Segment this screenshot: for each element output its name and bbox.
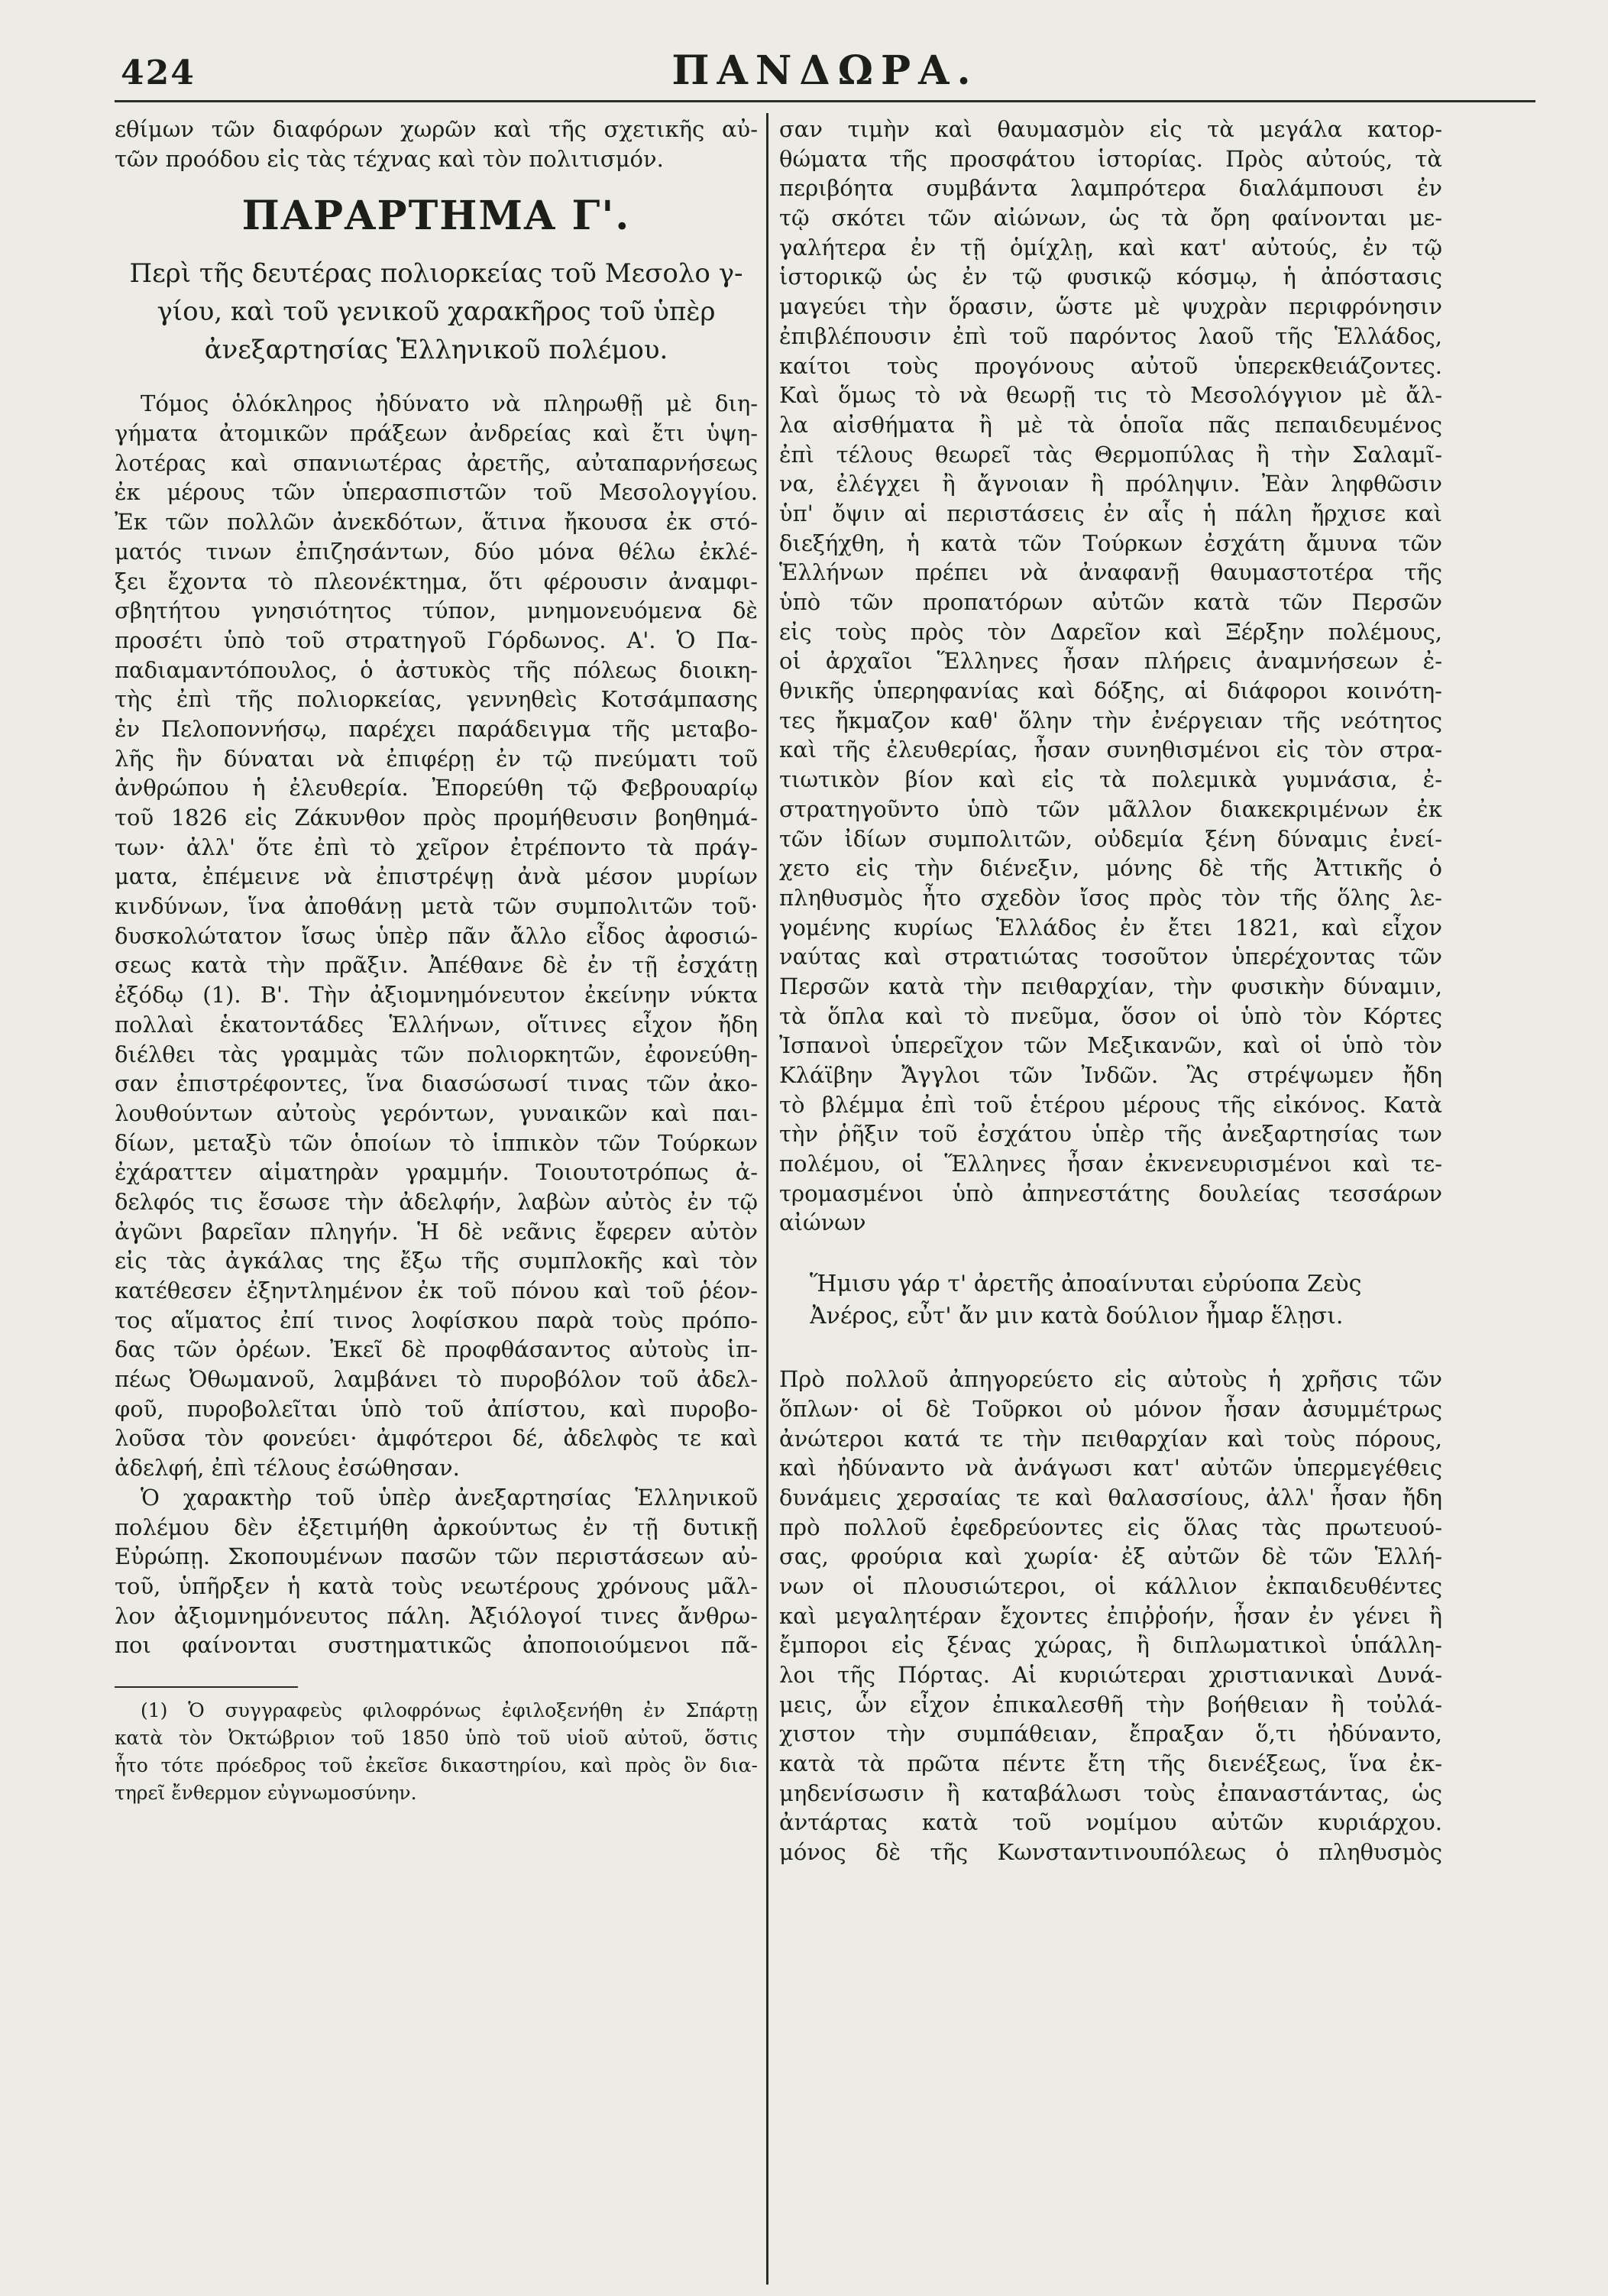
paragraph-line: δας τῶν ὀρέων. Ἐκεῖ δὲ προφθάσαντος αὐτοὺς ἱπ-: [115, 1336, 758, 1363]
paragraph-line: ἔμποροι εἰς ξένας χώρας, ἢ διπλωματικοὶ ὑπάλλη-: [779, 1632, 1442, 1659]
paragraph-line: καὶ ἠδύναντο νὰ ἀνάγωσι κατ' αὐτῶν ὑπερμεγέθεις: [779, 1455, 1442, 1482]
paragraph-line: να, ἐλέγχει ἢ ἄγνοιαν ἢ πρόληψιν. Ἐὰν ληφθῶσιν: [779, 471, 1442, 497]
paragraph-line: ἐξόδῳ (1). Β'. Τὴν ἀξιομνημόνευτον ἐκείνην νύκτα: [115, 982, 758, 1009]
paragraph-line: κατέθεσεν ἐξηντλημένον ἐκ τοῦ πόνου καὶ τοῦ ῥέον-: [115, 1278, 758, 1303]
paragraph-line: τὸ βλέμμα ἐπὶ τοῦ ἑτέρου μέρους τῆς εἰκόνος. Κατὰ: [779, 1091, 1442, 1118]
paragraph-line: ἀνθρώπου ἡ ἐλευθερία. Ἐπορεύθη τῷ Φεβρουαρίῳ: [115, 775, 758, 801]
paragraph-line: εἰς τὰς ἀγκάλας της ἔξω τῆς συμπλοκῆς καὶ τὸν: [115, 1248, 758, 1274]
right-column: [779, 115, 1442, 1867]
paragraph-line: γήματα ἀτομικῶν πράξεων ἀνδρείας καὶ ἔτι ὑψη-: [115, 420, 758, 447]
left-column: [115, 115, 758, 1807]
paragraph-line: θνικῆς ὑπερηφανίας καὶ δόξης, αἱ διάφοροι κοινότη-: [779, 678, 1442, 704]
paragraph-line: νων οἱ πλουσιώτεροι, οἱ κάλλιον ἐκπαιδευθέντες: [779, 1572, 1442, 1599]
page-header: [115, 44, 1535, 102]
paragraph-line: τρομασμένοι ὑπὸ ἀπηνεστάτης δουλείας τεσσάρων: [779, 1180, 1442, 1206]
paragraph-line: ὅπλων· οἱ δὲ Τοῦρκοι οὐ μόνον ἦσαν ἀσυμμέτρως: [779, 1395, 1442, 1422]
paragraph-line: ναύτας καὶ στρατιώτας τοσοῦτον ὑπερέχοντας τῶν: [779, 944, 1442, 970]
paragraph-line: ἀγῶνι βαρεῖαν πληγήν. Ἡ δὲ νεᾶνις ἔφερεν αὐτὸν: [115, 1218, 758, 1245]
journal-title: ΠΑΝΔΩΡΑ.: [671, 47, 979, 94]
paragraph-line: γαλήτερα ἐν τῇ ὁμίχλῃ, καὶ κατ' αὐτούς, ἐν τῷ: [779, 234, 1442, 261]
verse-line: Ἀνέρος, εὖτ' ἄν μιν κατὰ δούλιον ἦμαρ ἕλῃσι.: [810, 1303, 1344, 1330]
paragraph-line: εἰς τοὺς πρὸς τὸν Δαρεῖον καὶ Ξέρξην πολέμους,: [779, 618, 1442, 645]
paragraph-line: λα αἰσθήματα ἢ μὲ τὰ ὁποῖα πᾶς πεπαιδευμένος: [779, 411, 1442, 438]
paragraph-line: μεις, ὧν εἶχον ἐπικαλεσθῆ τὴν βοήθειαν ἢ τοὐλά-: [779, 1691, 1442, 1718]
paragraph-line: πολέμου δὲν ἐξετιμήθη ἀρκούντως ἐν τῇ δυτικῇ: [115, 1514, 758, 1540]
paragraph-line: ματα, ἐπέμεινε νὰ ἐπιστρέψῃ ἀνὰ μέσον μυρίων: [115, 863, 758, 890]
left-paragraph-1: [115, 389, 758, 1482]
paragraph-line: τοῦ 1826 εἰς Ζάκυνθον πρὸς προμήθευσιν βοηθημά-: [115, 805, 758, 831]
paragraph-line: παδιαμαντόπουλος, ὁ ἀστυκὸς τῆς πόλεως διοικη-: [115, 656, 758, 683]
right-paragraph-2: [779, 1365, 1442, 1867]
header-rule: [115, 100, 1535, 102]
paragraph-line: καὶ τῆς ἐλευθερίας, ἦσαν συνηθισμένοι εἰς τὸν στρα-: [779, 737, 1442, 763]
paragraph-line: Πρὸ πολλοῦ ἀπηγορεύετο εἰς αὐτοὺς ἡ χρῆσις τῶν: [779, 1366, 1442, 1393]
paragraph-line: ἐπὶ τέλους θεωρεῖ τὰς Θερμοπύλας ἢ τὴν Σαλαμῖ-: [779, 441, 1442, 468]
column-divider: [766, 113, 768, 2285]
paragraph-line: δυνάμεις χερσαίας τε καὶ θαλασσίους, ἀλλ' ἦσαν ἤδη: [779, 1484, 1442, 1511]
paragraph-line: Εὐρώπῃ. Σκοπουμένων πασῶν τῶν περιστάσεων αὐ-: [115, 1543, 758, 1570]
footnote: [115, 1697, 758, 1807]
left-intro: [115, 115, 758, 173]
paragraph-line: τὰ ὅπλα καὶ τὸ πνεῦμα, ὅσον οἱ ὑπὸ τὸν Κόρτες: [779, 1002, 1442, 1029]
paragraph-line: ματός τινων ἐπιζησάντων, δύο μόνα θέλω ἐκλέ-: [115, 538, 758, 565]
paragraph-line: αἰώνων: [779, 1210, 866, 1236]
paragraph-line: ἐν Πελοποννήσῳ, παρέχει παράδειγμα τῆς μεταβο-: [115, 715, 758, 742]
paragraph-line: τος αἵματος ἐπί τινος λοφίσκου παρὰ τοὺς πρόπο-: [115, 1307, 758, 1333]
paragraph-line: τιωτικὸν βίον καὶ εἰς τὰ πολεμικὰ γυμνάσια, ἐ-: [779, 766, 1442, 793]
paragraph-line: ἀντάρτας κατὰ τοῦ νομίμου αὐτῶν κυριάρχου.: [779, 1809, 1442, 1836]
paragraph-line: δίων, μεταξὺ τῶν ὁποίων τὸ ἱππικὸν τῶν Τούρκων: [115, 1129, 758, 1156]
paragraph-line: λοῦσα τὸν φονεύει· ἀμφότεροι δέ, ἀδελφὸς τε καὶ: [115, 1425, 758, 1452]
paragraph-line: σας, φρούρια καὶ χωρία· ἐξ αὐτῶν δὲ τῶν Ἑλλή-: [779, 1543, 1442, 1570]
appendix-title: ΠΑΡΑΡΤΗΜΑ Γ'.: [241, 193, 631, 240]
paragraph-line: δελφός τις ἔσωσε τὴν ἀδελφήν, λαβὼν αὐτὸς ἐν τῷ: [115, 1188, 758, 1215]
paragraph-line: σαν τιμὴν καὶ θαυμασμὸν εἰς τὰ μεγάλα κατορ-: [779, 116, 1442, 142]
paragraph-line: στρατηγοῦντο ὑπὸ τῶν μᾶλλον διακεκριμένων ἐκ: [779, 795, 1442, 822]
left-paragraph-2: [115, 1483, 758, 1660]
paragraph-line: χετο εἰς τὴν διένεξιν, μόνης δὲ τῆς Ἀττικῆς ὁ: [779, 855, 1442, 882]
page-number: 424: [121, 53, 196, 92]
paragraph-line: λον ἀξιομνημόνευτος πάλη. Ἀξιόλογοί τινες ἄνθρω-: [115, 1602, 758, 1629]
subtitle-line: γίου, καὶ τοῦ γενικοῦ χαρακῆρος τοῦ ὑπὲρ: [157, 296, 716, 328]
paragraph-line: λουθούντων αὐτοὺς γερόντων, γυναικῶν καὶ παι-: [115, 1099, 758, 1126]
paragraph-line: κατὰ τὰ πρῶτα πέντε ἔτη τῆς διενέξεως, ἵνα ἐκ-: [779, 1750, 1442, 1777]
paragraph-line: κινδύνων, ἵνα ἀποθάνῃ μετὰ τῶν συμπολιτῶν τοῦ·: [115, 893, 758, 920]
paragraph-line: δυσκολώτατον ἴσως ὑπὲρ πᾶν ἄλλο εἶδος ἀφοσιώ-: [115, 922, 758, 949]
paragraph-line: προσέτι ὑπὸ τοῦ στρατηγοῦ Γόρδωνος. Α'. Ὁ Πα-: [115, 627, 758, 653]
footnote-rule: [115, 1686, 298, 1688]
paragraph-line: τὴς ἐπὶ τῆς πολιορκείας, γεννηθεὶς Κοτσάμπασης: [115, 686, 758, 713]
paragraph-line: θώματα τῆς προσφάτου ἱστορίας. Πρὸς αὐτούς, τὰ: [779, 145, 1442, 172]
paragraph-line: τὴν ῥῆξιν τοῦ ἐσχάτου ὑπὲρ τῆς ἀνεξαρτησίας των: [779, 1121, 1442, 1148]
paragraph-line: τες ἤκμαζον καθ' ὅλην τὴν ἐνέργειαν τῆς νεότητος: [779, 707, 1442, 733]
paragraph-line: Ὁ χαρακτὴρ τοῦ ὑπὲρ ἀνεξαρτησίας Ἑλληνικοῦ: [141, 1484, 758, 1511]
paragraph-line: λοι τῆς Πόρτας. Αἱ κυριώτεραι χριστιανικαὶ Δυνά-: [779, 1662, 1442, 1688]
right-paragraph-1: [779, 115, 1442, 1238]
paragraph-line: ἀνώτεροι κατά τε τὴν πειθαρχίαν καὶ τοὺς πόρους,: [779, 1425, 1442, 1452]
paragraph-line: ἱστορικῷ ὡς ἐν τῷ φυσικῷ κόσμῳ, ἡ ἀπόστασις: [779, 264, 1442, 290]
paragraph-line: σεως κατὰ τὴν πρᾶξιν. Ἀπέθανε δὲ ἐν τῇ ἐσχάτῃ: [115, 952, 758, 979]
paragraph-line: τοῦ, ὑπῆρξεν ἡ κατὰ τοὺς νεωτέρους χρόνους μᾶλ-: [115, 1572, 758, 1599]
paragraph-line: φοῦ, πυροβολεῖται ὑπὸ τοῦ ἀπίστου, καὶ πυροβο-: [115, 1395, 758, 1422]
footnote-line: κατὰ τὸν Ὀκτώβριον τοῦ 1850 ὑπὸ τοῦ υἱοῦ αὐτοῦ, ὅστις: [115, 1726, 758, 1749]
paragraph-line: ὑπὸ τῶν προπατόρων αὐτῶν κατὰ τῶν Περσῶν: [779, 589, 1442, 615]
paragraph-line: πρὸ πολλοῦ ἐφεδρεύοντες εἰς ὅλας τὰς πρωτευού-: [779, 1514, 1442, 1540]
paragraph-line: ἀδελφή, ἐπὶ τέλους ἐσώθησαν.: [115, 1455, 460, 1482]
subtitle-line: Περὶ τῆς δευτέρας πολιορκείας τοῦ Μεσολο γ-: [129, 258, 743, 290]
footnote-line: ἦτο τότε πρόεδρος τοῦ ἐκεῖσε δικαστηρίου, καὶ πρὸς ὃν δια-: [115, 1754, 758, 1776]
paragraph-line: πολλαὶ ἑκατοντάδες Ἑλλήνων, οἵτινες εἶχον ἤδη: [115, 1011, 758, 1038]
subtitle-line: ἀνεξαρτησίας Ἑλληνικοῦ πολέμου.: [204, 335, 668, 366]
paragraph-line: Τόμος ὁλόκληρος ἠδύνατο νὰ πληρωθῇ μὲ διη-: [141, 390, 758, 417]
paragraph-line: πολέμου, οἱ Ἕλληνες ἦσαν ἐκνενευρισμένοι καὶ τε-: [779, 1151, 1442, 1177]
paragraph-line: ξει ἔχοντα τὸ πλεονέκτημα, ὅτι φέρουσιν ἀναμφι-: [115, 568, 758, 594]
paragraph-line: Καὶ ὅμως τὸ νὰ θεωρῇ τις τὸ Μεσολόγγιον μὲ ἄλ-: [779, 382, 1442, 409]
paragraph-line: μηδενίσωσιν ἢ καταβάλωσι τοὺς ἐπαναστάντας, ὡς: [779, 1779, 1442, 1806]
paragraph-line: ἐκ μέρους τῶν ὑπερασπιστῶν τοῦ Μεσολογγίου.: [115, 479, 758, 506]
paragraph-line: πέως Ὀθωμανοῦ, λαμβάνει τὸ πυροβόλον τοῦ ἀδελ-: [115, 1366, 758, 1393]
paragraph-line: τῷ σκότει τῶν αἰώνων, ὡς τὰ ὄρη φαίνονται με-: [779, 205, 1442, 232]
paragraph-line: πληθυσμὸς ἦτο σχεδὸν ἴσος πρὸς τὸν τῆς ὅλης λε-: [779, 884, 1442, 911]
paragraph-line: λῆς ἣν δύναται νὰ ἐπιφέρῃ ἐν τῷ πνεύματι τοῦ: [115, 745, 758, 772]
paragraph-line: λοτέρας καὶ σπανιωτέρας ἀρετῆς, αὐταπαρνήσεως: [115, 449, 758, 476]
paragraph-line: ὑπ' ὄψιν αἱ περιστάσεις ἐν αἷς ἡ πάλη ἤρχισε καὶ: [779, 500, 1442, 526]
paragraph-line: μαγεύει τὴν ὅρασιν, ὥστε μὲ ψυχρὰν περιφρόνησιν: [779, 293, 1442, 320]
paragraph-line: σβητήτου γνησιότητος τύπον, μνημονευόμενα δὲ: [115, 597, 758, 624]
paragraph-line: σαν ἐπιστρέφοντες, ἵνα διασώσωσί τινας τῶν ἀκο-: [115, 1070, 758, 1097]
paragraph-line: Ἰσπανοὶ ὑπερεῖχον τῶν Μεξικανῶν, καὶ οἱ ὑπὸ τὸν: [779, 1032, 1442, 1059]
intro-line: εθίμων τῶν διαφόρων χωρῶν καὶ τῆς σχετικῆς αὐ-: [115, 116, 758, 142]
paragraph-line: ἐχάραττεν αἱματηρὰν γραμμήν. Τοιουτοτρόπως ἀ-: [115, 1159, 758, 1186]
intro-line: τῶν προόδου εἰς τὰς τέχνας καὶ τὸν πολιτισμόν.: [115, 145, 664, 172]
footnote-line: (1) Ὁ συγγραφεὺς φιλοφρόνως ἐφιλοξενήθη ἐν Σπάρτῃ: [141, 1699, 758, 1721]
paragraph-line: ποι φαίνονται συστηματικῶς ἀποποιούμενοι πᾶ-: [115, 1632, 758, 1659]
paragraph-line: χιστον τὴν συμπάθειαν, ἔπραξαν ὅ,τι ἠδύναντο,: [779, 1721, 1442, 1747]
paragraph-line: καὶ μεγαλητέραν ἔχοντες ἐπιῤῥοήν, ἦσαν ἐν γένει ἢ: [779, 1602, 1442, 1629]
paragraph-line: οἱ ἀρχαῖοι Ἕλληνες ἦσαν πλήρεις ἀναμνήσεων ἐ-: [779, 648, 1442, 675]
paragraph-line: διεξήχθη, ἡ κατὰ τῶν Τούρκων ἐσχάτη ἄμυνα τῶν: [779, 529, 1442, 556]
verse-quote: [810, 1268, 1442, 1333]
paragraph-line: περιβόητα συμβάντα λαμπρότερα διαλάμπουσι ἐν: [779, 175, 1442, 202]
paragraph-line: διέλθει τὰς γραμμὰς τῶν πολιορκητῶν, ἐφονεύθη-: [115, 1041, 758, 1067]
paragraph-line: ἐπιβλέπουσιν ἐπὶ τοῦ παρόντος λαοῦ τῆς Ἑλλάδος,: [779, 322, 1442, 349]
verse-line: Ἥμισυ γάρ τ' ἀρετῆς ἀποαίνυται εὐρύοπα Ζεὺς: [810, 1271, 1362, 1298]
paragraph-line: Περσῶν κατὰ τὴν πειθαρχίαν, τὴν φυσικὴν δύναμιν,: [779, 973, 1442, 999]
paragraph-line: μόνος δὲ τῆς Κωνσταντινουπόλεως ὁ πληθυσμὸς: [779, 1839, 1442, 1866]
appendix-subtitle: [115, 254, 758, 369]
paragraph-line: Ἑλλήνων πρέπει νὰ ἀναφανῇ θαυμαστοτέρα τῆς: [779, 559, 1442, 586]
paragraph-line: Ἐκ τῶν πολλῶν ἀνεκδότων, ἅτινα ἤκουσα ἐκ στό-: [115, 509, 758, 536]
paragraph-line: γομένης κυρίως Ἑλλάδος ἐν ἔτει 1821, καὶ εἶχον: [779, 914, 1442, 941]
paragraph-line: Κλάϊβην Ἄγγλοι τῶν Ἰνδῶν. Ἂς στρέψωμεν ἤδη: [779, 1062, 1442, 1088]
paragraph-line: καίτοι τοὺς προγόνους αὐτοῦ ὑπερεκθειάζοντες.: [779, 352, 1442, 379]
paragraph-line: των· ἀλλ' ὅτε ἐπὶ τὸ χεῖρον ἐτρέποντο τὰ πράγ-: [115, 834, 758, 860]
paragraph-line: τῶν ἰδίων συμπολιτῶν, οὐδεμία ξένη δύναμις ἐνεί-: [779, 825, 1442, 852]
footnote-line: τηρεῖ ἔνθερμον εὐγνωμοσύνην.: [115, 1781, 417, 1804]
